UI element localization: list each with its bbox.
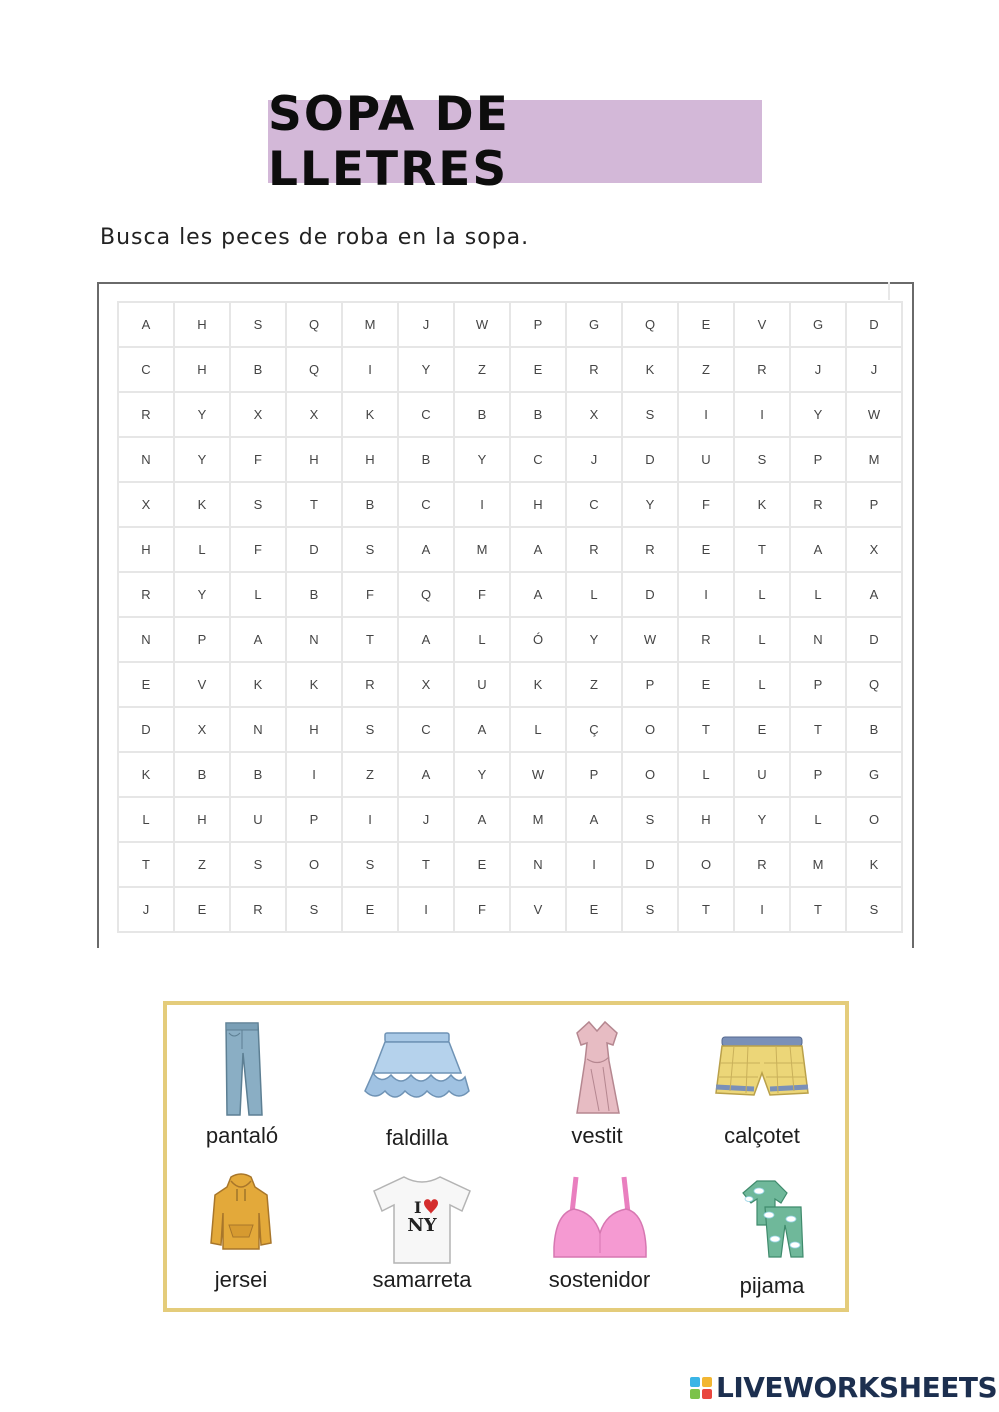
grid-cell[interactable]: Y	[454, 752, 510, 797]
grid-cell[interactable]: T	[118, 842, 174, 887]
word-label: sostenidor	[548, 1267, 651, 1292]
grid-cell[interactable]: O	[678, 842, 734, 887]
grid-cell[interactable]: R	[118, 572, 174, 617]
grid-cell[interactable]: H	[286, 707, 342, 752]
grid-row	[118, 707, 902, 752]
grid-cell[interactable]: R	[566, 527, 622, 572]
grid-cell[interactable]: F	[230, 437, 286, 482]
grid-cell[interactable]: W	[454, 302, 510, 347]
boxer-shorts-icon	[714, 1033, 810, 1099]
grid-cell[interactable]: Q	[622, 302, 678, 347]
grid-cell[interactable]: X	[230, 392, 286, 437]
grid-cell[interactable]: E	[566, 887, 622, 932]
grid-cell[interactable]: R	[734, 842, 790, 887]
grid-cell[interactable]: S	[286, 887, 342, 932]
grid-cell[interactable]: W	[846, 392, 902, 437]
grid-cell[interactable]: X	[174, 707, 230, 752]
grid-cell[interactable]: L	[230, 572, 286, 617]
grid-cell[interactable]: A	[398, 527, 454, 572]
grid-cell[interactable]: L	[790, 797, 846, 842]
grid-cell[interactable]: B	[230, 347, 286, 392]
grid-cell[interactable]: E	[510, 347, 566, 392]
grid-cell[interactable]: Y	[566, 617, 622, 662]
grid-cell[interactable]: F	[342, 572, 398, 617]
grid-cell[interactable]: A	[846, 572, 902, 617]
grid-cell[interactable]: H	[286, 437, 342, 482]
grid-cell[interactable]: J	[846, 347, 902, 392]
word-card-sostenidor	[537, 1173, 662, 1293]
grid-cell[interactable]: R	[566, 347, 622, 392]
grid-row	[118, 842, 902, 887]
grid-cell[interactable]: I	[734, 887, 790, 932]
tshirt-icon	[368, 1173, 476, 1265]
grid-cell[interactable]: N	[118, 437, 174, 482]
grid-cell[interactable]: Y	[790, 392, 846, 437]
dress-icon	[569, 1019, 625, 1117]
grid-cell[interactable]: Q	[846, 662, 902, 707]
grid-cell[interactable]: T	[678, 707, 734, 752]
grid-cell[interactable]: N	[286, 617, 342, 662]
grid-cell[interactable]: E	[342, 887, 398, 932]
bra-icon	[550, 1173, 650, 1263]
grid-cell[interactable]: K	[118, 752, 174, 797]
grid-cell[interactable]: E	[118, 662, 174, 707]
page-title: SOPA DE LLETRES	[268, 86, 510, 197]
grid-cell[interactable]: L	[174, 527, 230, 572]
grid-cell[interactable]: F	[230, 527, 286, 572]
grid-cell[interactable]: M	[342, 302, 398, 347]
grid-cell[interactable]: A	[398, 752, 454, 797]
grid-cell[interactable]: I	[678, 392, 734, 437]
grid-cell[interactable]: P	[174, 617, 230, 662]
grid-cell[interactable]: B	[398, 437, 454, 482]
grid-cell[interactable]: Q	[286, 302, 342, 347]
brand-mark-icon	[690, 1377, 712, 1399]
grid-cell[interactable]: I	[566, 842, 622, 887]
grid-cell[interactable]: Y	[174, 437, 230, 482]
grid-cell[interactable]: L	[734, 617, 790, 662]
grid-row	[118, 572, 902, 617]
grid-cell[interactable]: R	[734, 347, 790, 392]
grid-cell[interactable]: K	[230, 662, 286, 707]
grid-cell[interactable]: H	[118, 527, 174, 572]
grid-cell[interactable]: I	[734, 392, 790, 437]
grid-cell[interactable]: S	[846, 887, 902, 932]
grid-cell[interactable]: A	[118, 302, 174, 347]
grid-cell[interactable]: U	[230, 797, 286, 842]
word-label: pantaló	[205, 1123, 279, 1148]
grid-cell[interactable]: P	[790, 437, 846, 482]
grid-cell[interactable]: L	[790, 572, 846, 617]
grid-cell[interactable]: V	[734, 302, 790, 347]
grid-cell[interactable]: S	[622, 887, 678, 932]
grid-cell[interactable]: E	[174, 887, 230, 932]
grid-cell[interactable]: K	[846, 842, 902, 887]
grid-cell[interactable]: H	[510, 482, 566, 527]
grid-cell[interactable]: Y	[622, 482, 678, 527]
grid-cell[interactable]: R	[118, 392, 174, 437]
word-search-frame	[97, 282, 914, 948]
grid-cell[interactable]: T	[790, 707, 846, 752]
grid-cell[interactable]: I	[342, 797, 398, 842]
grid-cell[interactable]: N	[510, 842, 566, 887]
grid-cell[interactable]: T	[342, 617, 398, 662]
grid-cell[interactable]: U	[678, 437, 734, 482]
grid-cell[interactable]: G	[790, 302, 846, 347]
grid-cell[interactable]: D	[622, 437, 678, 482]
title-banner	[268, 86, 762, 197]
grid-cell[interactable]: A	[510, 527, 566, 572]
grid-cell[interactable]: D	[846, 302, 902, 347]
word-card-pijama	[717, 1179, 827, 1299]
grid-cell[interactable]: T	[398, 842, 454, 887]
skirt-icon	[361, 1027, 473, 1107]
grid-cell[interactable]: D	[118, 707, 174, 752]
grid-cell[interactable]: C	[398, 707, 454, 752]
grid-cell[interactable]: N	[790, 617, 846, 662]
grid-cell[interactable]: V	[510, 887, 566, 932]
grid-cell[interactable]: G	[566, 302, 622, 347]
grid-cell[interactable]: I	[678, 572, 734, 617]
grid-cell[interactable]: K	[174, 482, 230, 527]
grid-cell[interactable]: K	[342, 392, 398, 437]
grid-cell[interactable]: N	[230, 707, 286, 752]
word-label: calçotet	[724, 1123, 800, 1148]
word-label: pijama	[739, 1273, 805, 1298]
grid-cell[interactable]: E	[734, 707, 790, 752]
word-card-vestit	[552, 1019, 642, 1149]
grid-cell[interactable]: P	[622, 662, 678, 707]
grid-cell[interactable]: C	[510, 437, 566, 482]
grid-cell[interactable]: X	[286, 392, 342, 437]
grid-cell[interactable]: S	[622, 797, 678, 842]
grid-cell[interactable]: D	[622, 572, 678, 617]
grid-cell[interactable]: Z	[174, 842, 230, 887]
tshirt-print-i: I	[414, 1198, 422, 1217]
grid-cell[interactable]: S	[342, 842, 398, 887]
grid-cell[interactable]: L	[454, 617, 510, 662]
grid-row	[118, 347, 902, 392]
brand-name: LIVEWORKSHEETS	[716, 1371, 998, 1404]
grid-row	[118, 392, 902, 437]
grid-cell[interactable]: C	[398, 392, 454, 437]
grid-cell[interactable]: U	[454, 662, 510, 707]
grid-cell[interactable]: X	[118, 482, 174, 527]
grid-cell[interactable]: R	[678, 617, 734, 662]
grid-cell[interactable]: J	[398, 797, 454, 842]
grid-cell[interactable]: O	[286, 842, 342, 887]
grid-cell[interactable]: O	[846, 797, 902, 842]
grid-cell[interactable]: I	[454, 482, 510, 527]
grid-cell[interactable]: B	[846, 707, 902, 752]
grid-cell[interactable]: V	[174, 662, 230, 707]
grid-cell[interactable]: R	[790, 482, 846, 527]
word-card-faldilla	[357, 1027, 477, 1151]
grid-cell[interactable]: J	[790, 347, 846, 392]
grid-cell[interactable]: Q	[286, 347, 342, 392]
grid-cell[interactable]: P	[790, 662, 846, 707]
grid-cell[interactable]: S	[230, 482, 286, 527]
grid-cell[interactable]: X	[398, 662, 454, 707]
grid-cell[interactable]: U	[734, 752, 790, 797]
grid-cell[interactable]: D	[622, 842, 678, 887]
grid-cell[interactable]: A	[566, 797, 622, 842]
grid-cell[interactable]: T	[734, 527, 790, 572]
grid-cell[interactable]: F	[678, 482, 734, 527]
grid-cell[interactable]: L	[510, 707, 566, 752]
grid-cell[interactable]: L	[118, 797, 174, 842]
grid-cell[interactable]: E	[678, 302, 734, 347]
grid-cell[interactable]: J	[118, 887, 174, 932]
grid-cell[interactable]: M	[510, 797, 566, 842]
grid-cell[interactable]: K	[286, 662, 342, 707]
grid-cell[interactable]: T	[286, 482, 342, 527]
grid-cell[interactable]: T	[678, 887, 734, 932]
grid-cell[interactable]: S	[230, 302, 286, 347]
word-card-pantalo	[197, 1019, 287, 1149]
grid-cell[interactable]: K	[622, 347, 678, 392]
grid-cell[interactable]: H	[174, 302, 230, 347]
grid-row	[118, 617, 902, 662]
word-card-jersei	[191, 1173, 291, 1293]
jeans-icon	[212, 1019, 272, 1117]
grid-cell[interactable]: W	[510, 752, 566, 797]
grid-cell[interactable]: Y	[454, 437, 510, 482]
grid-cell[interactable]: L	[734, 662, 790, 707]
grid-cell[interactable]: G	[846, 752, 902, 797]
grid-row	[118, 887, 902, 932]
grid-cell[interactable]: N	[118, 617, 174, 662]
grid-cell[interactable]: A	[398, 617, 454, 662]
grid-cell[interactable]: P	[286, 797, 342, 842]
grid-cell[interactable]: S	[342, 527, 398, 572]
brand-logo	[690, 1371, 997, 1404]
grid-cell[interactable]: Q	[398, 572, 454, 617]
instruction-text: Busca les peces de roba en la sopa.	[100, 225, 530, 250]
grid-cell[interactable]: A	[454, 797, 510, 842]
grid-cell[interactable]: L	[566, 572, 622, 617]
word-search-grid	[117, 301, 903, 933]
grid-cell[interactable]: A	[510, 572, 566, 617]
grid-cell[interactable]: F	[454, 572, 510, 617]
grid-cell[interactable]: J	[398, 302, 454, 347]
grid-cell[interactable]: Z	[454, 347, 510, 392]
grid-cell[interactable]: Y	[174, 572, 230, 617]
hoodie-icon	[209, 1173, 273, 1253]
grid-cell[interactable]: A	[230, 617, 286, 662]
word-label: jersei	[214, 1267, 268, 1292]
grid-cell[interactable]: S	[622, 392, 678, 437]
grid-cell[interactable]: B	[174, 752, 230, 797]
grid-cell[interactable]: H	[174, 797, 230, 842]
grid-cell[interactable]: I	[398, 887, 454, 932]
word-label: vestit	[571, 1123, 623, 1148]
grid-cell[interactable]: M	[454, 527, 510, 572]
grid-cell[interactable]: D	[846, 617, 902, 662]
grid-row	[118, 752, 902, 797]
grid-cell[interactable]: C	[398, 482, 454, 527]
grid-cell[interactable]: Ç	[566, 707, 622, 752]
grid-cell[interactable]: J	[566, 437, 622, 482]
grid-row	[118, 527, 902, 572]
grid-cell[interactable]: A	[790, 527, 846, 572]
grid-cell[interactable]: C	[566, 482, 622, 527]
grid-cell[interactable]: E	[678, 662, 734, 707]
grid-cell[interactable]: X	[846, 527, 902, 572]
grid-cell[interactable]: P	[846, 482, 902, 527]
grid-cell[interactable]: P	[790, 752, 846, 797]
word-card-calcotet	[707, 1033, 817, 1149]
word-card-samarreta	[362, 1173, 482, 1293]
grid-cell[interactable]: P	[566, 752, 622, 797]
grid-cell[interactable]: E	[678, 527, 734, 572]
grid-row	[118, 437, 902, 482]
grid-cell[interactable]: E	[454, 842, 510, 887]
grid-cell[interactable]: Ó	[510, 617, 566, 662]
grid-row	[118, 797, 902, 842]
grid-cell[interactable]: R	[230, 887, 286, 932]
grid-cell[interactable]: C	[118, 347, 174, 392]
grid-cell[interactable]: H	[342, 437, 398, 482]
clothing-picture-panel	[163, 1001, 849, 1312]
grid-cell[interactable]: X	[566, 392, 622, 437]
grid-cell[interactable]: B	[342, 482, 398, 527]
grid-cell[interactable]: B	[454, 392, 510, 437]
grid-cell[interactable]: Y	[398, 347, 454, 392]
grid-cell[interactable]: A	[454, 707, 510, 752]
grid-cell[interactable]: M	[846, 437, 902, 482]
grid-cell[interactable]: L	[678, 752, 734, 797]
grid-cell[interactable]: Z	[678, 347, 734, 392]
word-label: samarreta	[372, 1267, 472, 1292]
grid-cell[interactable]: S	[230, 842, 286, 887]
grid-cell[interactable]: T	[790, 887, 846, 932]
grid-cell[interactable]: R	[342, 662, 398, 707]
grid-cell[interactable]: I	[286, 752, 342, 797]
grid-cell[interactable]: Y	[734, 797, 790, 842]
grid-cell[interactable]: F	[454, 887, 510, 932]
grid-row	[118, 482, 902, 527]
grid-cell[interactable]: O	[622, 707, 678, 752]
grid-cell[interactable]: H	[174, 347, 230, 392]
grid-cell[interactable]: R	[622, 527, 678, 572]
grid-cell[interactable]: M	[790, 842, 846, 887]
grid-cell[interactable]: P	[510, 302, 566, 347]
grid-cell[interactable]: Y	[174, 392, 230, 437]
grid-row	[118, 302, 902, 347]
word-label: faldilla	[385, 1125, 449, 1150]
pajamas-icon	[739, 1179, 805, 1259]
grid-cell[interactable]: I	[342, 347, 398, 392]
grid-cell[interactable]: S	[734, 437, 790, 482]
grid-cell[interactable]: K	[510, 662, 566, 707]
grid-cell[interactable]: Z	[342, 752, 398, 797]
grid-cell[interactable]: Z	[566, 662, 622, 707]
grid-row	[118, 662, 902, 707]
grid-cell[interactable]: B	[510, 392, 566, 437]
grid-cell[interactable]: O	[622, 752, 678, 797]
grid-cell[interactable]: D	[286, 527, 342, 572]
tshirt-print-ny: NY	[407, 1215, 437, 1236]
grid-cell[interactable]: S	[342, 707, 398, 752]
grid-cell[interactable]: W	[622, 617, 678, 662]
grid-cell[interactable]: H	[678, 797, 734, 842]
grid-cell[interactable]: L	[734, 572, 790, 617]
grid-cell[interactable]: K	[734, 482, 790, 527]
grid-cell[interactable]: B	[230, 752, 286, 797]
grid-cell[interactable]: B	[286, 572, 342, 617]
